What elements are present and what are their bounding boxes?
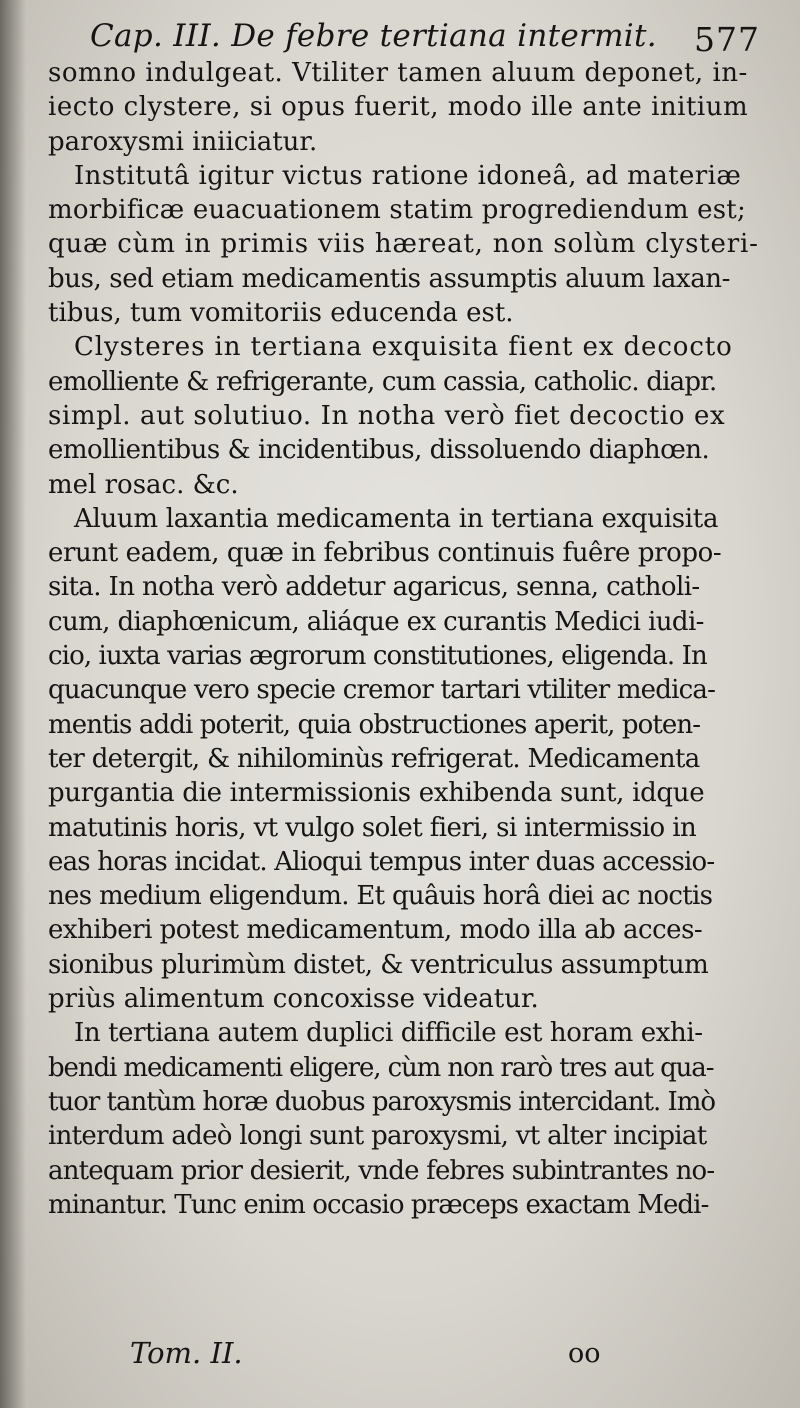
text-line: mel rosac. &c. [48, 469, 239, 500]
text-line: sita. In notha verò addetur agaricus, senna, catholi- [48, 572, 700, 603]
text-line: bus, sed etiam medicamentis assumptis aluum laxan- [48, 263, 731, 294]
text-line: cum, diaphœnicum, aliáque ex curantis Medici iudi- [48, 606, 704, 637]
text-line: tuor tantùm horæ duobus paroxysmis intercidant. Imò [48, 1086, 716, 1117]
text-line: mentis addi poterit, quia obstructiones aperit, poten- [48, 709, 701, 740]
text-line: matutinis horis, vt vulgo solet fieri, si intermissio in [48, 812, 697, 843]
text-line: morbificæ euacuationem statim progrediendum est; [48, 195, 746, 226]
paragraph-first-line: In tertiana autem duplici difficile est horam exhi- [74, 1018, 703, 1049]
text-line: cio, iuxta varias ægrorum constitutiones, eligenda. In [48, 641, 707, 672]
text-line: antequam prior desierit, vnde febres subintrantes no- [48, 1155, 715, 1186]
text-line: interdum adeò longi sunt paroxysmi, vt alter incipiat [48, 1121, 707, 1152]
text-line: somno indulgeat. Vtiliter tamen aluum deponet, in- [48, 58, 748, 88]
paragraph-first-line: Aluum laxantia medicamenta in tertiana exquisita [74, 503, 719, 534]
page-header [90, 14, 760, 58]
text-line: nes medium eligendum. Et quâuis horâ diei ac noctis [48, 881, 713, 912]
text-line: emolliente & refrigerante, cum cassia, catholic. diapr. [48, 366, 717, 397]
body-text [48, 56, 758, 1222]
paragraph-first-line: Clysteres in tertiana exquisita fient ex decocto [74, 332, 733, 363]
text-line: erunt eadem, quæ in febribus continuis fuêre propo- [48, 538, 722, 569]
text-line: ter detergit, & nihilominùs refrigerat. Medicamenta [48, 743, 700, 774]
paragraph-first-line: Institutâ igitur victus ratione idoneâ, ad materiæ [74, 160, 742, 191]
text-line: tibus, tum vomitoriis educenda est. [48, 298, 514, 329]
gutter-shadow [0, 0, 26, 1408]
text-line: iecto clystere, si opus fuerit, modo ille ante initium [48, 92, 749, 123]
page-number: 577 [694, 20, 760, 59]
text-line: sionibus plurimùm distet, & ventriculus assumptum [48, 949, 709, 980]
text-line: exhiberi potest medicamentum, modo illa ab acces- [48, 915, 703, 946]
text-line: quacunque vero specie cremor tartari vtiliter medica- [48, 675, 716, 706]
running-head: Cap. III. De febre tertiana intermit. [90, 18, 657, 54]
text-line: simpl. aut solutiuo. In notha verò fiet decoctio ex [48, 400, 726, 431]
text-line: quæ cùm in primis viis hæreat, non solùm clysteri- [48, 229, 759, 260]
signature-mark: oo [568, 1338, 601, 1369]
page-footer [130, 1336, 630, 1380]
volume-marker: Tom. II. [130, 1336, 243, 1370]
text-line: priùs alimentum concoxisse videatur. [48, 984, 539, 1015]
text-line: paroxysmi iniiciatur. [48, 126, 318, 157]
text-line: minantur. Tunc enim occasio præceps exactam Medi- [48, 1189, 709, 1220]
text-line: eas horas incidat. Alioqui tempus inter duas accessio- [48, 846, 715, 877]
text-line: emollientibus & incidentibus, dissoluendo diaphœn. [48, 435, 710, 466]
text-line: purgantia die intermissionis exhibenda sunt, idque [48, 778, 705, 809]
text-line: bendi medicamenti eligere, cùm non rarò tres aut qua- [48, 1052, 714, 1083]
